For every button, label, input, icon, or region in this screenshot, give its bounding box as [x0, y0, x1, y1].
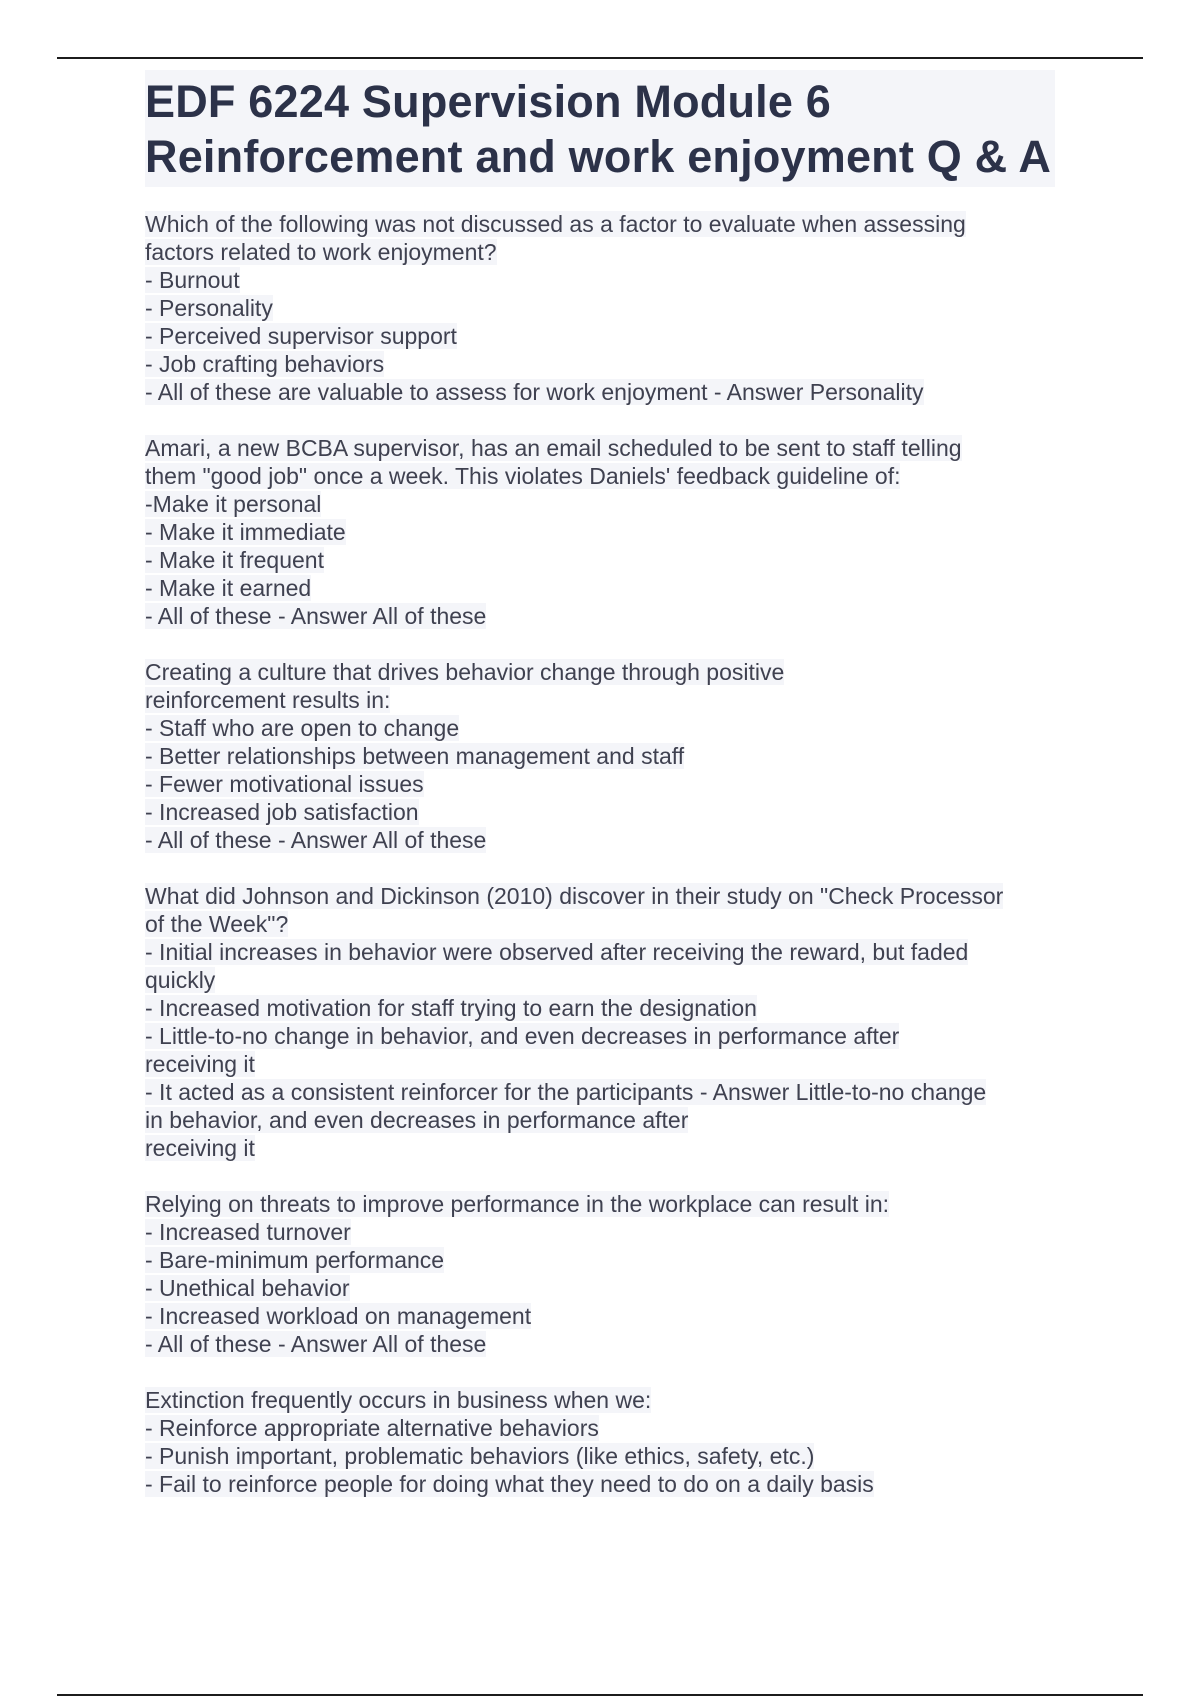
qa-line-text: - Increased job satisfaction: [145, 799, 419, 825]
qa-line-text: - Perceived supervisor support: [145, 323, 457, 349]
qa-line: [145, 434, 1055, 462]
qa-line-text: - Make it frequent: [145, 547, 324, 573]
qa-line-text: - Burnout: [145, 267, 240, 293]
qa-line-text: - It acted as a consistent reinforcer for the participants - Answer Little-to-no change: [145, 1079, 987, 1105]
qa-line: [145, 1190, 1055, 1218]
qa-line: [145, 574, 1055, 602]
qa-line: [145, 238, 1055, 266]
qa-line: [145, 1246, 1055, 1274]
qa-block: [145, 434, 1055, 630]
qa-line: [145, 266, 1055, 294]
qa-line-text: reinforcement results in:: [145, 687, 391, 713]
bottom-rule: [57, 1694, 1143, 1696]
qa-line-text: factors related to work enjoyment?: [145, 239, 497, 265]
qa-line-text: - All of these - Answer All of these: [145, 603, 487, 629]
qa-line: [145, 742, 1055, 770]
qa-line-text: - Little-to-no change in behavior, and even decreases in performance after: [145, 1023, 900, 1049]
qa-line: [145, 994, 1055, 1022]
qa-line-text: - Personality: [145, 295, 273, 321]
qa-line-text: - Increased turnover: [145, 1219, 351, 1245]
qa-line-text: - Increased motivation for staff trying to earn the designation: [145, 995, 757, 1021]
qa-line: [145, 378, 1055, 406]
qa-line-text: - Fail to reinforce people for doing what they need to do on a daily basis: [145, 1471, 874, 1497]
qa-line: [145, 490, 1055, 518]
qa-line: [145, 462, 1055, 490]
qa-line-text: -Make it personal: [145, 491, 322, 517]
qa-line-text: - Fewer motivational issues: [145, 771, 424, 797]
qa-line: [145, 350, 1055, 378]
qa-line: [145, 1106, 1055, 1134]
qa-line-text: What did Johnson and Dickinson (2010) discover in their study on "Check Processor: [145, 883, 1004, 909]
qa-line-text: Extinction frequently occurs in business when we:: [145, 1387, 652, 1413]
qa-line: [145, 1078, 1055, 1106]
qa-line: [145, 686, 1055, 714]
qa-line-text: - Bare-minimum performance: [145, 1247, 445, 1273]
qa-line: [145, 322, 1055, 350]
qa-list: [145, 210, 1055, 1498]
qa-line-text: - Make it immediate: [145, 519, 346, 545]
document-body: [145, 70, 1055, 1526]
qa-line-text: Creating a culture that drives behavior change through positive: [145, 659, 785, 685]
qa-line-text: Which of the following was not discussed as a factor to evaluate when assessing: [145, 211, 966, 237]
qa-line-text: - Unethical behavior: [145, 1275, 350, 1301]
qa-line: [145, 770, 1055, 798]
qa-line: [145, 1022, 1055, 1050]
qa-line-text: - Initial increases in behavior were observed after receiving the reward, but faded: [145, 939, 969, 965]
qa-line: [145, 966, 1055, 994]
qa-line-text: - Staff who are open to change: [145, 715, 460, 741]
qa-line-text: - Reinforce appropriate alternative behaviors: [145, 1415, 599, 1441]
qa-line-text: Amari, a new BCBA supervisor, has an email scheduled to be sent to staff telling: [145, 435, 962, 461]
qa-block: [145, 1386, 1055, 1498]
qa-line: [145, 294, 1055, 322]
qa-line-text: receiving it: [145, 1051, 255, 1077]
qa-line-text: - All of these - Answer All of these: [145, 827, 487, 853]
qa-block: [145, 882, 1055, 1162]
qa-line: [145, 546, 1055, 574]
qa-block: [145, 658, 1055, 854]
qa-line-text: receiving it: [145, 1135, 255, 1161]
qa-line: [145, 658, 1055, 686]
qa-line-text: in behavior, and even decreases in performance after: [145, 1107, 689, 1133]
document-title: EDF 6224 Supervision Module 6 Reinforcement and work enjoyment Q & A: [145, 76, 1052, 182]
qa-line: [145, 1302, 1055, 1330]
qa-line-text: Relying on threats to improve performance in the workplace can result in:: [145, 1191, 890, 1217]
qa-line: [145, 910, 1055, 938]
qa-line-text: - Better relationships between management and staff: [145, 743, 685, 769]
qa-line: [145, 210, 1055, 238]
qa-block: [145, 210, 1055, 406]
qa-line: [145, 1274, 1055, 1302]
title-block: [145, 70, 1055, 187]
qa-line: [145, 602, 1055, 630]
qa-line-text: quickly: [145, 967, 216, 993]
qa-line: [145, 1218, 1055, 1246]
qa-line: [145, 938, 1055, 966]
top-rule: [57, 57, 1143, 59]
qa-line: [145, 1050, 1055, 1078]
qa-line: [145, 1330, 1055, 1358]
qa-line: [145, 1470, 1055, 1498]
qa-line-text: - Increased workload on management: [145, 1303, 532, 1329]
qa-line-text: - Punish important, problematic behaviors (like ethics, safety, etc.): [145, 1443, 815, 1469]
qa-line: [145, 882, 1055, 910]
qa-line-text: - All of these are valuable to assess for work enjoyment - Answer Personality: [145, 379, 924, 405]
qa-line-text: of the Week"?: [145, 911, 289, 937]
qa-line-text: - Job crafting behaviors: [145, 351, 385, 377]
qa-line-text: them "good job" once a week. This violates Daniels' feedback guideline of:: [145, 463, 901, 489]
qa-line: [145, 1386, 1055, 1414]
qa-line: [145, 518, 1055, 546]
qa-line: [145, 1442, 1055, 1470]
qa-line: [145, 1134, 1055, 1162]
qa-line-text: - Make it earned: [145, 575, 312, 601]
qa-line: [145, 798, 1055, 826]
qa-line-text: - All of these - Answer All of these: [145, 1331, 487, 1357]
qa-line: [145, 1414, 1055, 1442]
qa-line: [145, 714, 1055, 742]
qa-line: [145, 826, 1055, 854]
qa-block: [145, 1190, 1055, 1358]
